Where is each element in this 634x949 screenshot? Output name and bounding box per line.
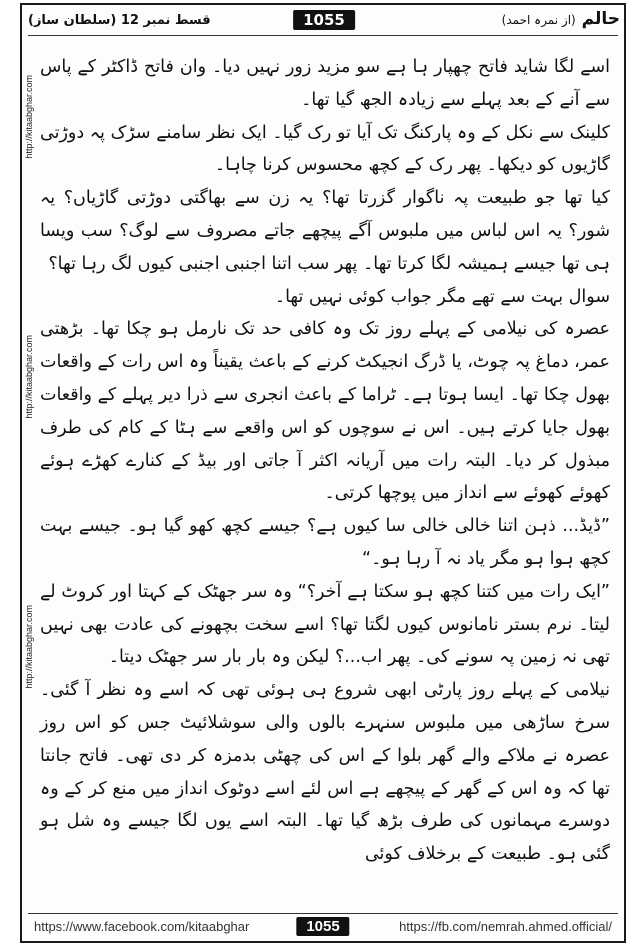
facebook-link[interactable]: https://www.facebook.com/kitaabghar (34, 919, 250, 934)
side-watermark-url: http://kitaabghar.com (24, 605, 34, 689)
paragraph: ”ڈیڈ... ذہن اتنا خالی خالی سا کیوں ہے؟ جیسے کچھ کھو گیا ہو۔ جیسے بہت کچھ ہوا ہو مگر یاد نہ آ رہا ہو۔“ (40, 516, 610, 569)
paragraph: ”ایک رات میں کتنا کچھ ہو سکتا ہے آخر؟“ وہ سر جھٹک کے کہتا اور کروٹ لے لیتا۔ نرم بستر نامانوس کیوں لگتا تھا؟ اسے سخت بچھونے کی عادت بھی نہیں تھی نہ زمین پہ سونے کی۔ پھر اب...؟ لیکن وہ بار بار سر جھٹک دیتا۔ (40, 581, 610, 668)
page-frame (20, 3, 626, 943)
author-facebook-link[interactable]: https://fb.com/nemrah.ahmed.official/ (399, 919, 612, 934)
paragraph: نیلامی کے پہلے روز پارٹی ابھی شروع ہی ہوئی تھی کہ اسے وہ نظر آ گئی۔ سرخ ساڑھی میں ملبوس سنہرے بالوں والی سوشلائیٹ جس کو اس روز عصرہ نے ملاکے والے گھر بلوا کے اس کی چھٹی بدمزہ کر دی تھی۔ فاتح جانتا تھا کہ وہ اس کے گھر کے پیچھے ہے اس لئے اسے دوٹوک انداز میں منع کر کے وہ دوسرے مہمانوں کی طرف بڑھ گیا تھا۔ البتہ اسے یوں لگا جیسے وہ شل ہو گئی ہو۔ طبیعت کے برخلاف کوئی (40, 680, 610, 865)
paragraph: سوال بہت سے تھے مگر جواب کوئی نہیں تھا۔ (274, 286, 610, 307)
book-title-block (502, 9, 620, 29)
paragraph: اسے لگا شاید فاتح چھپار ہا ہے سو مزید زور نہیں دیا۔ وان فاتح ڈاکٹر کے پاس سے آنے کے بعد پہلے سے زیادہ الجھ گیا تھا۔ (40, 57, 610, 110)
author-credit: (از نمرہ احمد) (501, 13, 576, 27)
episode-label: قسط نمبر 12 (سلطان ساز) (28, 13, 211, 28)
page-footer (28, 913, 618, 938)
page-header (28, 9, 620, 35)
paragraph: کیا تھا جو طبیعت پہ ناگوار گزرتا تھا؟ یہ زن سے بھاگتی دوڑتی گاڑیاں؟ یہ شور؟ یہ اس لباس میں ملبوس آگے پیچھے جاتے مصروف سے لوگ؟ سب ویسا ہی تھا جیسے ہمیشہ لگا کرتا تھا۔ پھر سب اتنا اجنبی اجنبی کیوں لگ رہا تھا؟ (40, 188, 610, 274)
story-text (40, 51, 610, 871)
paragraph: عصرہ کی نیلامی کے پہلے روز تک وہ کافی حد تک نارمل ہو چکا تھا۔ بڑھتی عمر، دماغ پہ چوٹ، یا ڈرگ انجیکٹ کرنے کے باعث یقیناً وہ اس رات کے واقعات بھول چکا تھا۔ ایسا ہوتا ہے۔ ٹراما کے باعث انجری سے ذرا دیر پہلے کے واقعات بھول جایا کرتے ہیں۔ اس نے سوچوں کو اس واقعے سے ہٹا کے کام کی طرف مبذول کر دیا۔ البتہ رات میں آریانہ اکثر آ جاتی اور بیڈ کے کنارے کھڑے ہوئے کھوئے کھوئے سے انداز میں پوچھا کرتی۔ (40, 319, 610, 504)
header-page-number: 1055 (293, 10, 355, 30)
paragraph: کلینک سے نکل کے وہ پارکنگ تک آیا تو رک گیا۔ ایک نظر سامنے سڑک پہ دوڑتی گاڑیوں کو دیکھا۔ پھر رک کے کچھ محسوس کرنا چاہا۔ (40, 122, 610, 176)
header-divider (28, 35, 618, 36)
side-watermark-url: http://kitaabghar.com (24, 75, 34, 159)
footer-page-number: 1055 (296, 917, 349, 936)
book-title: حالم (581, 9, 620, 29)
side-watermark-url: http://kitaabghar.com (24, 335, 34, 419)
